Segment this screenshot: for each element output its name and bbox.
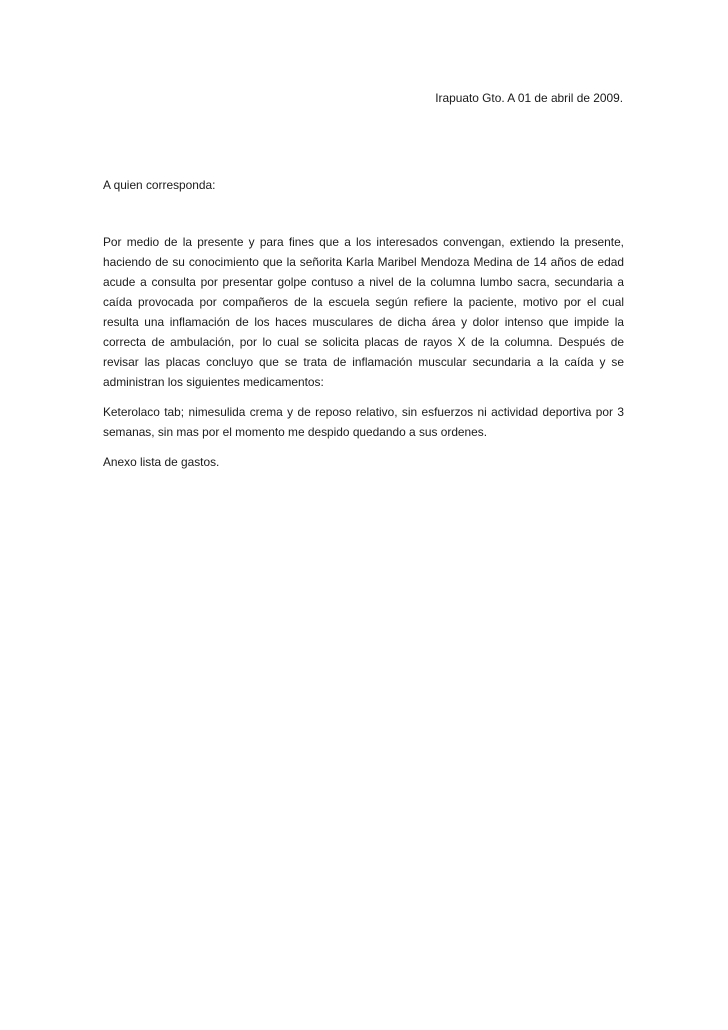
letter-paragraph-treatment: Keterolaco tab; nimesulida crema y de reposo relativo, sin esfuerzos ni actividad deportiva por 3 semanas, sin mas por el momento me despido quedando a sus ordenes. [103,405,624,439]
letter-paragraph-medical-report: Por medio de la presente y para fines que a los interesados convengan, extiendo la presente, haciendo de su conocimiento que la señorita Karla Maribel Mendoza Medina de 14 años de edad acude a consulta por presentar golpe contuso a nivel de la columna lumbo sacra, secundaria a caída provocada por compañeros de la escuela según refiere la paciente, motivo por el cual resulta una inflamación de los haces musculares de dicha área y dolor intenso que impide la correcta de ambulación, por lo cual se solicita placas de rayos X de la columna. Después de revisar las placas concluyo que se trata de inflamación muscular secundaria a la caída y se administran los siguientes medicamentos: [103,235,624,389]
letter-greeting: A quien corresponda: [103,178,216,192]
letter-date-line: Irapuato Gto. A 01 de abril de 2009. [435,91,623,105]
letter-paragraph-annex: Anexo lista de gastos. [103,455,220,469]
letter-body [103,232,624,482]
